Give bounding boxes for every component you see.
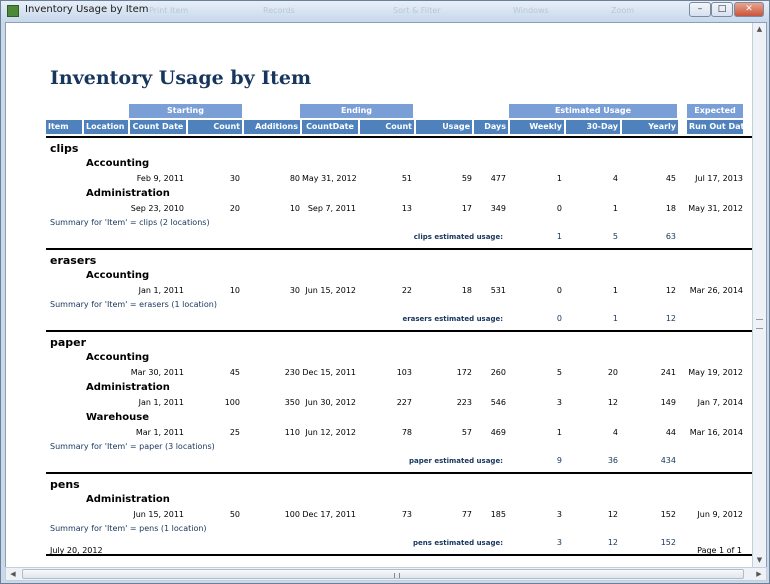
run-out-date-cell: Jan 7, 2014 bbox=[697, 398, 743, 407]
column-header-yearly: Yearly bbox=[622, 120, 678, 134]
days-cell: 349 bbox=[490, 204, 506, 213]
run-out-date-cell: Mar 26, 2014 bbox=[689, 286, 743, 295]
column-header-days: Days bbox=[474, 120, 508, 134]
additions-cell: 350 bbox=[284, 398, 300, 407]
yearly-cell: 45 bbox=[665, 174, 676, 183]
count-date-cell: Sep 23, 2010 bbox=[130, 204, 184, 213]
scroll-thumb-grip-icon bbox=[394, 573, 400, 578]
item-divider bbox=[46, 330, 752, 332]
item-name: erasers bbox=[50, 254, 97, 267]
yearly-cell: 18 bbox=[665, 204, 676, 213]
maximize-button[interactable]: □ bbox=[711, 2, 733, 17]
30-day-cell: 1 bbox=[612, 204, 618, 213]
weekly-cell: 3 bbox=[556, 398, 562, 407]
count-date-cell: Mar 1, 2011 bbox=[135, 428, 184, 437]
end-count-date-cell: Jun 30, 2012 bbox=[305, 398, 356, 407]
column-header-run-out-date: Run Out Date bbox=[687, 120, 743, 134]
estimated-yearly-cell: 63 bbox=[665, 232, 676, 241]
group-summary: Summary for 'Item' = paper (3 locations) bbox=[50, 442, 215, 451]
run-out-date-cell: Jun 9, 2012 bbox=[697, 510, 743, 519]
group-header-ending: Ending bbox=[300, 104, 413, 118]
run-out-date-cell: Mar 16, 2014 bbox=[689, 428, 743, 437]
column-header-end-count-date: CountDate bbox=[302, 120, 358, 134]
column-header-weekly: Weekly bbox=[510, 120, 564, 134]
ghost-menu-item: Zoom bbox=[611, 6, 635, 15]
ghost-menu-item: Print Item bbox=[149, 6, 189, 15]
report-icon bbox=[7, 5, 19, 17]
count-cell: 30 bbox=[229, 174, 240, 183]
scroll-grip-icon[interactable] bbox=[756, 319, 763, 329]
estimated-yearly-cell: 12 bbox=[665, 314, 676, 323]
estimated-usage-label: pens estimated usage: bbox=[413, 539, 503, 547]
estimated-yearly-cell: 434 bbox=[660, 456, 676, 465]
usage-cell: 17 bbox=[461, 204, 472, 213]
usage-cell: 59 bbox=[461, 174, 472, 183]
usage-cell: 172 bbox=[456, 368, 472, 377]
horizontal-scrollbar[interactable] bbox=[5, 567, 767, 581]
vertical-scrollbar[interactable] bbox=[752, 23, 766, 568]
report-viewport bbox=[5, 22, 767, 567]
weekly-cell: 1 bbox=[556, 174, 562, 183]
yearly-cell: 152 bbox=[660, 510, 676, 519]
group-header-starting: Starting bbox=[129, 104, 242, 118]
item-divider bbox=[46, 472, 752, 474]
additions-cell: 30 bbox=[289, 286, 300, 295]
end-count-cell: 22 bbox=[401, 286, 412, 295]
ghost-menu-item: Records bbox=[263, 6, 295, 15]
30-day-cell: 12 bbox=[607, 398, 618, 407]
end-count-cell: 227 bbox=[396, 398, 412, 407]
estimated-30-day-cell: 36 bbox=[607, 456, 618, 465]
count-date-cell: Jan 1, 2011 bbox=[138, 398, 184, 407]
column-header-end-count: Count bbox=[360, 120, 414, 134]
yearly-cell: 241 bbox=[660, 368, 676, 377]
count-cell: 10 bbox=[229, 286, 240, 295]
ghost-menu-item: Windows bbox=[513, 6, 549, 15]
column-header-additions: Additions bbox=[244, 120, 300, 134]
report-end-divider bbox=[46, 554, 752, 556]
30-day-cell: 1 bbox=[612, 286, 618, 295]
end-count-date-cell: Jun 15, 2012 bbox=[305, 286, 356, 295]
footer-date: July 20, 2012 bbox=[50, 546, 103, 555]
days-cell: 546 bbox=[490, 398, 506, 407]
column-header-count: Count bbox=[188, 120, 242, 134]
yearly-cell: 149 bbox=[660, 398, 676, 407]
estimated-weekly-cell: 3 bbox=[556, 538, 562, 547]
count-date-cell: Jun 15, 2011 bbox=[133, 510, 184, 519]
end-count-date-cell: Dec 15, 2011 bbox=[302, 368, 356, 377]
usage-cell: 223 bbox=[456, 398, 472, 407]
days-cell: 477 bbox=[490, 174, 506, 183]
estimated-usage-label: clips estimated usage: bbox=[413, 233, 503, 241]
scroll-left-icon[interactable]: ◀ bbox=[10, 570, 16, 578]
report-page bbox=[6, 23, 754, 568]
estimated-30-day-cell: 5 bbox=[612, 232, 618, 241]
weekly-cell: 5 bbox=[556, 368, 562, 377]
window-title: Inventory Usage by Item bbox=[25, 4, 149, 15]
end-count-cell: 73 bbox=[401, 510, 412, 519]
end-count-cell: 78 bbox=[401, 428, 412, 437]
count-cell: 20 bbox=[229, 204, 240, 213]
additions-cell: 100 bbox=[284, 510, 300, 519]
location-name: Accounting bbox=[86, 270, 150, 281]
item-name: clips bbox=[50, 142, 79, 155]
group-summary: Summary for 'Item' = clips (2 locations) bbox=[50, 218, 210, 227]
report-title: Inventory Usage by Item bbox=[50, 67, 312, 89]
location-name: Administration bbox=[86, 188, 170, 199]
footer-page-number: Page 1 of 1 bbox=[697, 546, 742, 555]
additions-cell: 10 bbox=[289, 204, 300, 213]
close-button[interactable]: ✕ bbox=[734, 2, 764, 17]
additions-cell: 110 bbox=[284, 428, 300, 437]
end-count-cell: 13 bbox=[401, 204, 412, 213]
additions-cell: 80 bbox=[289, 174, 300, 183]
end-count-date-cell: Dec 17, 2011 bbox=[302, 510, 356, 519]
30-day-cell: 4 bbox=[612, 428, 618, 437]
end-count-date-cell: May 31, 2012 bbox=[302, 174, 357, 183]
location-name: Accounting bbox=[86, 158, 150, 169]
days-cell: 185 bbox=[490, 510, 506, 519]
days-cell: 260 bbox=[490, 368, 506, 377]
end-count-date-cell: Jun 12, 2012 bbox=[305, 428, 356, 437]
run-out-date-cell: May 19, 2012 bbox=[688, 368, 743, 377]
location-name: Warehouse bbox=[86, 412, 149, 423]
estimated-usage-label: erasers estimated usage: bbox=[402, 315, 503, 323]
count-cell: 50 bbox=[229, 510, 240, 519]
location-name: Accounting bbox=[86, 352, 150, 363]
estimated-30-day-cell: 12 bbox=[607, 538, 618, 547]
column-header-30-day: 30-Day bbox=[566, 120, 620, 134]
yearly-cell: 12 bbox=[665, 286, 676, 295]
estimated-yearly-cell: 152 bbox=[660, 538, 676, 547]
30-day-cell: 20 bbox=[607, 368, 618, 377]
estimated-weekly-cell: 0 bbox=[556, 314, 562, 323]
days-cell: 531 bbox=[490, 286, 506, 295]
additions-cell: 230 bbox=[284, 368, 300, 377]
weekly-cell: 0 bbox=[556, 204, 562, 213]
group-summary: Summary for 'Item' = erasers (1 location) bbox=[50, 300, 217, 309]
location-name: Administration bbox=[86, 494, 170, 505]
count-date-cell: Mar 30, 2011 bbox=[130, 368, 184, 377]
30-day-cell: 12 bbox=[607, 510, 618, 519]
ghost-menu-item: Sort & Filter bbox=[393, 6, 441, 15]
column-header-item: Item bbox=[46, 120, 82, 134]
group-header-estimated: Estimated Usage bbox=[509, 104, 677, 118]
estimated-30-day-cell: 1 bbox=[612, 314, 618, 323]
count-cell: 25 bbox=[229, 428, 240, 437]
estimated-weekly-cell: 9 bbox=[556, 456, 562, 465]
estimated-weekly-cell: 1 bbox=[556, 232, 562, 241]
run-out-date-cell: May 31, 2012 bbox=[688, 204, 743, 213]
item-name: pens bbox=[50, 478, 80, 491]
column-header-count-date: Count Date bbox=[130, 120, 186, 134]
count-date-cell: Jan 1, 2011 bbox=[138, 286, 184, 295]
usage-cell: 77 bbox=[461, 510, 472, 519]
weekly-cell: 0 bbox=[556, 286, 562, 295]
run-out-date-cell: Jul 17, 2013 bbox=[695, 174, 743, 183]
minimize-button[interactable]: – bbox=[689, 2, 711, 17]
end-count-date-cell: Sep 7, 2011 bbox=[307, 204, 356, 213]
30-day-cell: 4 bbox=[612, 174, 618, 183]
item-divider bbox=[46, 248, 752, 250]
count-cell: 100 bbox=[224, 398, 240, 407]
scroll-up-icon[interactable]: ▲ bbox=[756, 25, 763, 33]
scroll-down-icon[interactable]: ▼ bbox=[756, 556, 763, 564]
count-cell: 45 bbox=[229, 368, 240, 377]
group-header-expected: Expected bbox=[687, 104, 743, 118]
title-bar[interactable] bbox=[1, 1, 769, 21]
column-header-usage: Usage bbox=[416, 120, 472, 134]
scroll-thumb[interactable] bbox=[22, 569, 744, 579]
weekly-cell: 1 bbox=[556, 428, 562, 437]
usage-cell: 57 bbox=[461, 428, 472, 437]
end-count-cell: 51 bbox=[401, 174, 412, 183]
yearly-cell: 44 bbox=[665, 428, 676, 437]
weekly-cell: 3 bbox=[556, 510, 562, 519]
location-name: Administration bbox=[86, 382, 170, 393]
estimated-usage-label: paper estimated usage: bbox=[408, 457, 503, 465]
group-summary: Summary for 'Item' = pens (1 location) bbox=[50, 524, 207, 533]
scroll-right-icon[interactable]: ▶ bbox=[756, 570, 762, 578]
count-date-cell: Feb 9, 2011 bbox=[136, 174, 184, 183]
column-header-location: Location bbox=[84, 120, 128, 134]
item-divider bbox=[46, 136, 752, 138]
end-count-cell: 103 bbox=[396, 368, 412, 377]
item-name: paper bbox=[50, 336, 87, 349]
days-cell: 469 bbox=[490, 428, 506, 437]
usage-cell: 18 bbox=[461, 286, 472, 295]
